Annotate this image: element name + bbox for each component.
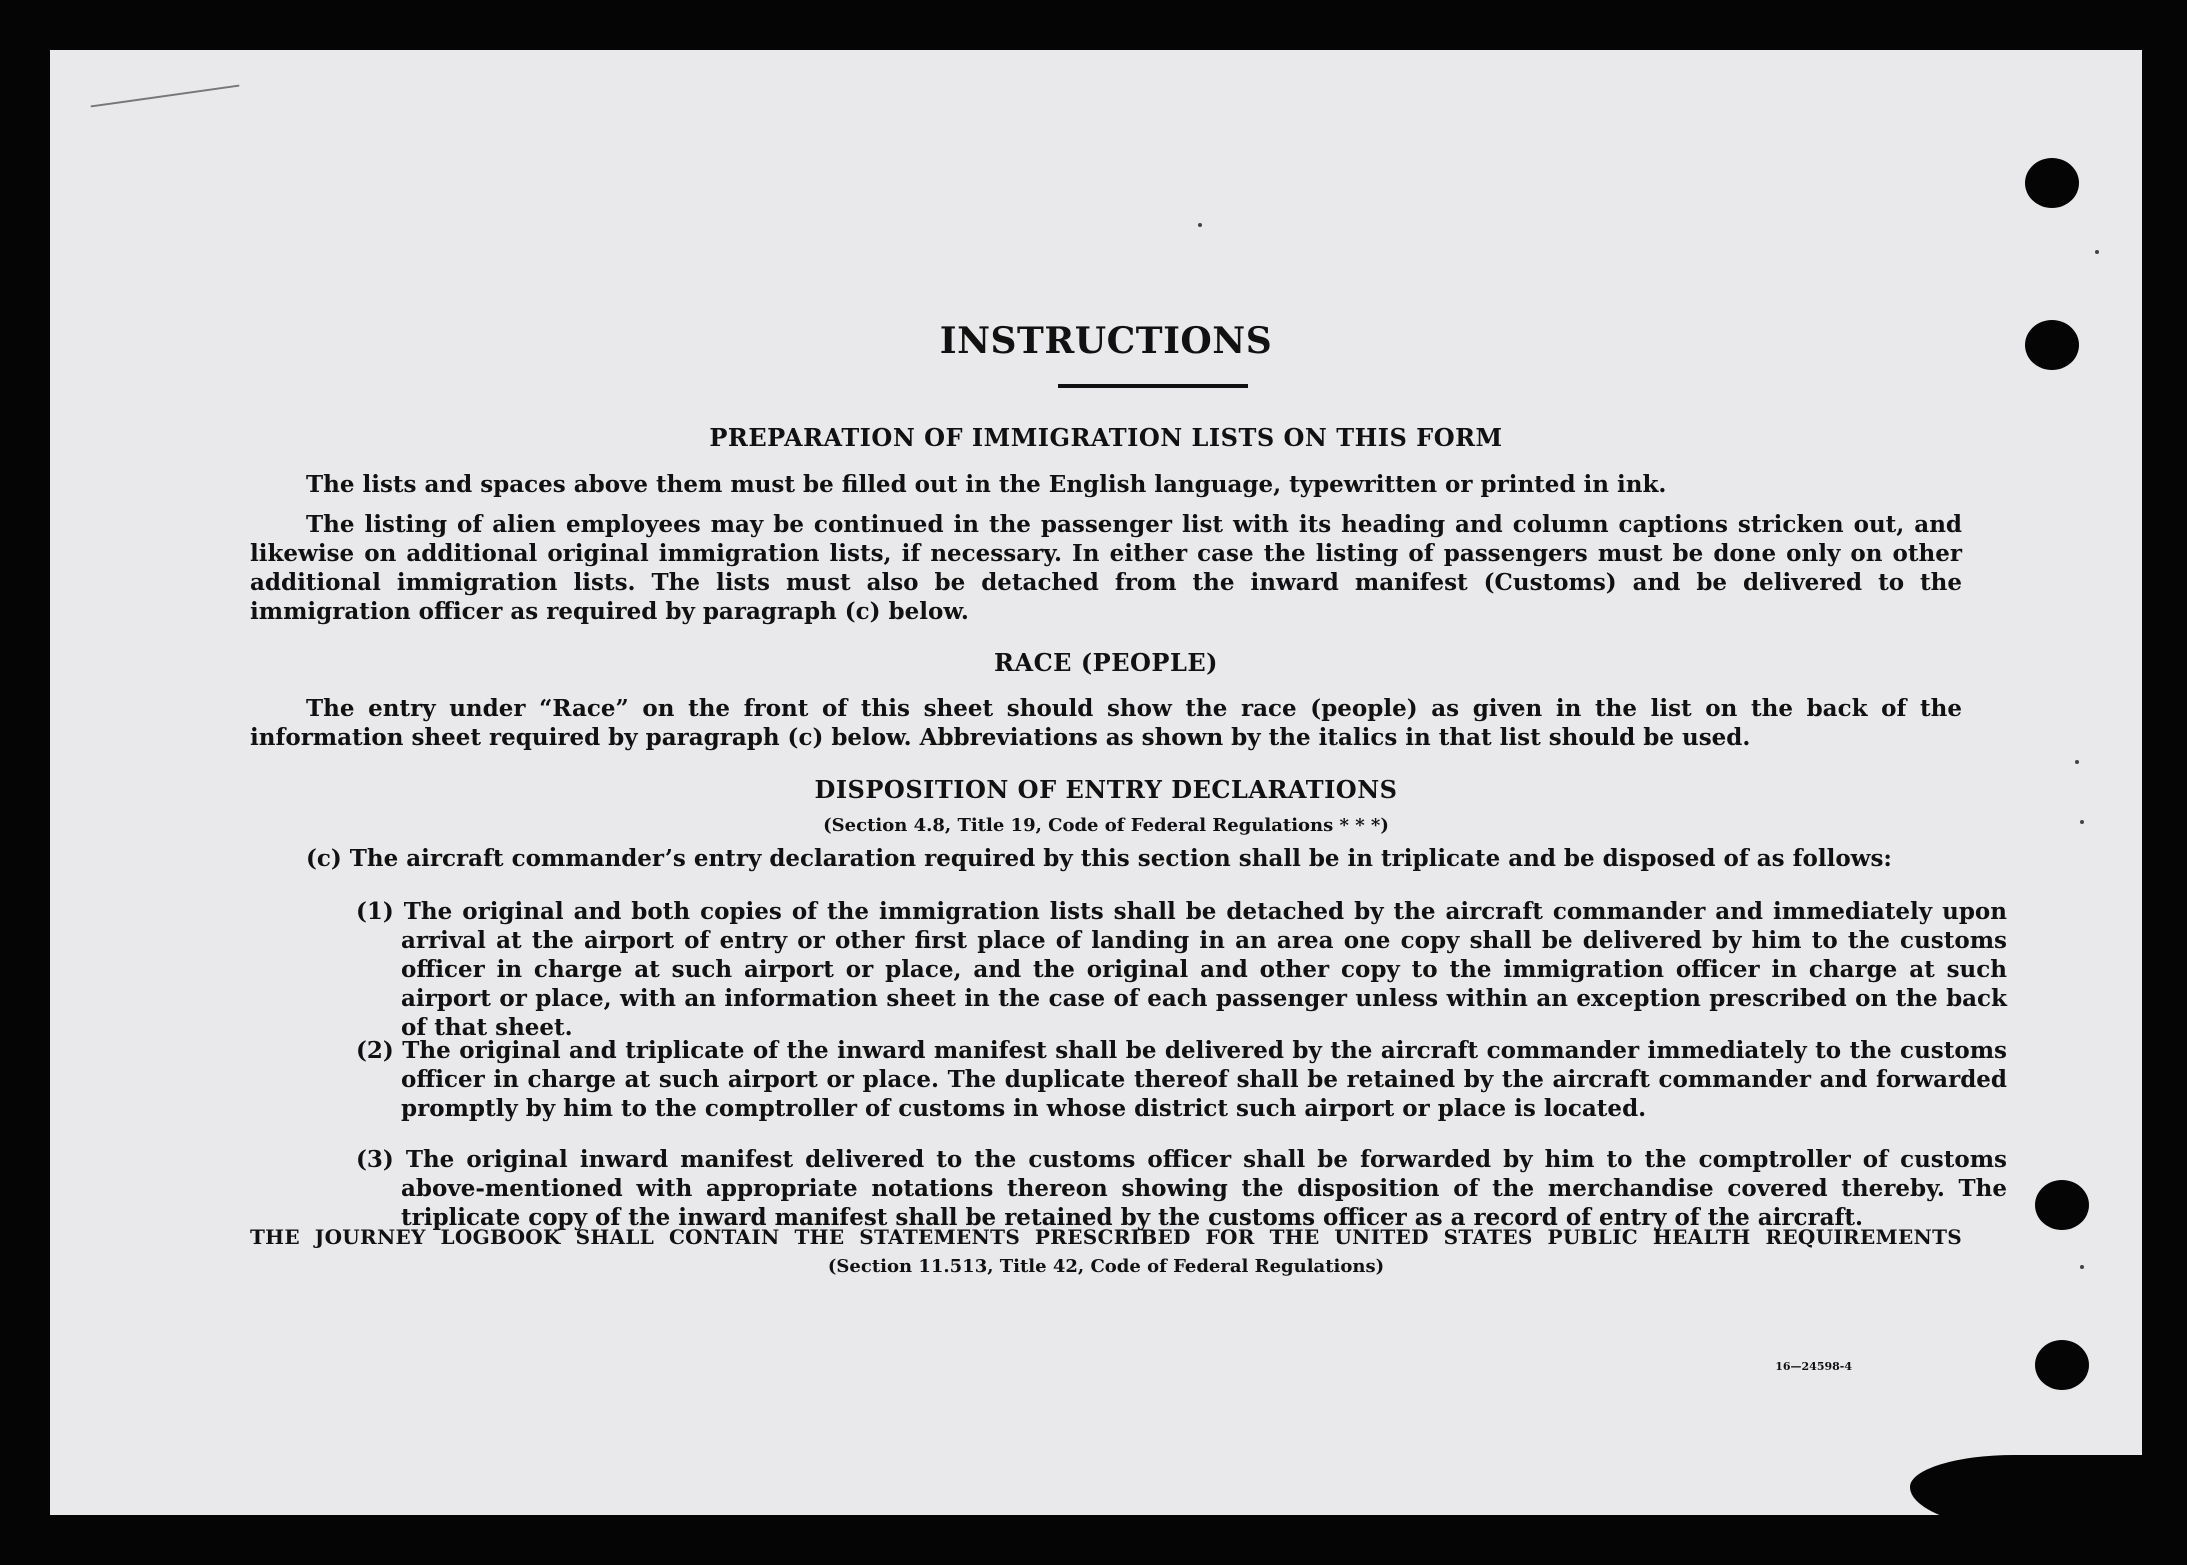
document-page [50,50,2142,1515]
public-health-statement: THE JOURNEY LOGBOOK SHALL CONTAIN THE STATEMENTS PRESCRIBED FOR THE UNITED STATES PUBLIC HEALTH REQUIREMENTS [250,1225,1962,1249]
punch-hole [2025,320,2079,370]
preparation-paragraph-1: The lists and spaces above them must be filled out in the English language, typewritten or printed in ink. [306,471,1667,498]
pencil-mark [91,85,240,108]
torn-corner [1910,1455,2170,1535]
race-heading: RACE (PEOPLE) [994,648,1218,677]
race-paragraph: The entry under “Race” on the front of this sheet should show the race (people) as given in the list on the back of the information sheet required by paragraph (c) below. Abbreviations as shown by the italics in that list should be used. [250,695,1962,751]
disposition-item-1: (1) The original and both copies of the immigration lists shall be detached by the aircraft commander and immediately upon arrival at the airport of entry or other first place of landing in an area one copy shall be delivered by him to the customs officer in charge at such airport or place, and the original and other copy to the immigration officer in charge at such airport or place, with an information sheet in the case of each passenger unless within an exception prescribed on the back of that sheet. [356,898,2007,1041]
punch-hole [2035,1340,2089,1390]
speck [2080,820,2084,824]
page-title: INSTRUCTIONS [939,320,1273,362]
title-underline [1058,384,1248,388]
speck [2075,760,2079,764]
disposition-citation: (Section 4.8, Title 19, Code of Federal Regulations * * *) [823,815,1389,836]
speck [1198,223,1202,227]
speck [2080,1265,2084,1269]
preparation-paragraph-2: The listing of alien employees may be continued in the passenger list with its heading and column captions stricken out, and likewise on additional original immigration lists, if necessary. In either case the listing of passengers must be done only on other additional immigration lists. The lists must also be detached from the inward manifest (Customs) and be delivered to the immigration officer as required by paragraph (c) below. [250,511,1962,625]
punch-hole [2025,158,2079,208]
speck [2095,250,2099,254]
clause-c: (c) The aircraft commander’s entry declaration required by this section shall be in triplicate and be disposed of as follows: [306,845,1892,872]
form-number: 16—24598-4 [1775,1360,1852,1373]
punch-hole [2035,1180,2089,1230]
public-health-citation: (Section 11.513, Title 42, Code of Federal Regulations) [827,1256,1385,1277]
disposition-heading: DISPOSITION OF ENTRY DECLARATIONS [814,775,1398,804]
disposition-item-3: (3) The original inward manifest delivered to the customs officer shall be forwarded by him to the comptroller of customs above-mentioned with appropriate notations thereon showing the disposition of the merchandise covered thereby. The triplicate copy of the inward manifest shall be retained by the customs officer as a record of entry of the aircraft. [356,1146,2007,1231]
preparation-heading: PREPARATION OF IMMIGRATION LISTS ON THIS FORM [709,423,1503,452]
disposition-item-2: (2) The original and triplicate of the inward manifest shall be delivered by the aircraft commander immediately to the customs officer in charge at such airport or place. The duplicate thereof shall be retained by the aircraft commander and forwarded promptly by him to the comptroller of customs in whose district such airport or place is located. [356,1037,2007,1122]
